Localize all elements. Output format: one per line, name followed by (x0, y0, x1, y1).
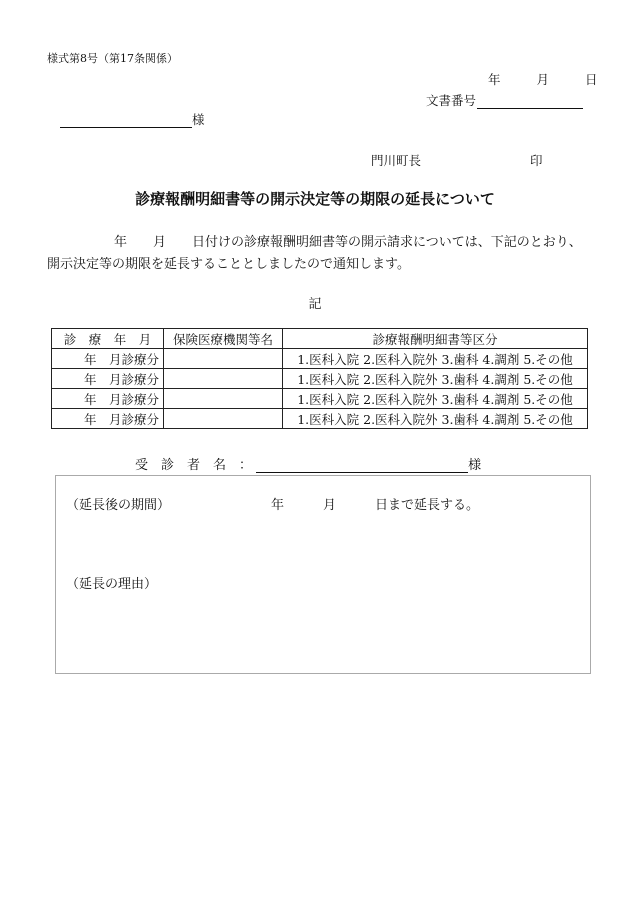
header-institution: 保険医療機関等名 (164, 329, 283, 349)
body-line-1: 年 月 日付けの診療報酬明細書等の開示請求については、下記のとおり、 (114, 235, 582, 250)
form-number: 様式第8号（第17条関係） (47, 52, 178, 65)
treatment-month-cell[interactable]: 年 月診療分 (52, 389, 164, 409)
extension-reason-label: （延長の理由） (66, 577, 158, 592)
institution-cell[interactable] (164, 389, 283, 409)
document-number-label: 文書番号 (426, 93, 477, 108)
document-number (426, 91, 583, 109)
treatment-month-cell[interactable]: 年 月診療分 (52, 369, 164, 389)
category-cell[interactable]: 1.医科入院 2.医科入院外 3.歯科 4.調剤 5.その他 (283, 389, 588, 409)
issuer-name: 門川町長 (371, 153, 422, 168)
addressee (60, 110, 205, 128)
category-cell[interactable]: 1.医科入院 2.医科入院外 3.歯科 4.調剤 5.その他 (283, 349, 588, 369)
treatment-month-cell[interactable]: 年 月診療分 (52, 349, 164, 369)
institution-cell[interactable] (164, 409, 283, 429)
date-year: 年 (488, 72, 501, 87)
category-cell[interactable]: 1.医科入院 2.医科入院外 3.歯科 4.調剤 5.その他 (283, 409, 588, 429)
table-row (52, 369, 588, 389)
header-treatment-month: 診 療 年 月 (52, 329, 164, 349)
table-row (52, 349, 588, 369)
table-header-row (52, 329, 588, 349)
document-number-field[interactable] (477, 96, 583, 109)
patient-name-field[interactable] (256, 458, 468, 473)
extension-period-label: （延長後の期間） (66, 498, 171, 513)
seal-mark: 印 (530, 153, 543, 168)
addressee-suffix: 様 (192, 112, 205, 127)
date-line (488, 70, 597, 88)
table-row (52, 409, 588, 429)
category-cell[interactable]: 1.医科入院 2.医科入院外 3.歯科 4.調剤 5.その他 (283, 369, 588, 389)
ki-heading: 記 (308, 297, 322, 312)
header-category: 診療報酬明細書等区分 (283, 329, 588, 349)
document-title: 診療報酬明細書等の開示決定等の期限の延長について (135, 190, 495, 208)
date-month: 月 (536, 72, 549, 87)
date-day: 日 (584, 72, 598, 87)
institution-cell[interactable] (164, 369, 283, 389)
patient-suffix: 様 (468, 458, 482, 473)
addressee-field[interactable] (60, 115, 192, 128)
patient-name-line (135, 454, 481, 473)
table-row (52, 389, 588, 409)
institution-cell[interactable] (164, 349, 283, 369)
extension-period-date[interactable]: 年 月 日まで延長する。 (271, 498, 480, 513)
patient-label: 受 診 者 名 ： (135, 458, 253, 473)
detail-table (51, 328, 588, 429)
body-line-2: 開示決定等の期限を延長することとしましたので通知します。 (47, 257, 410, 272)
treatment-month-cell[interactable]: 年 月診療分 (52, 409, 164, 429)
